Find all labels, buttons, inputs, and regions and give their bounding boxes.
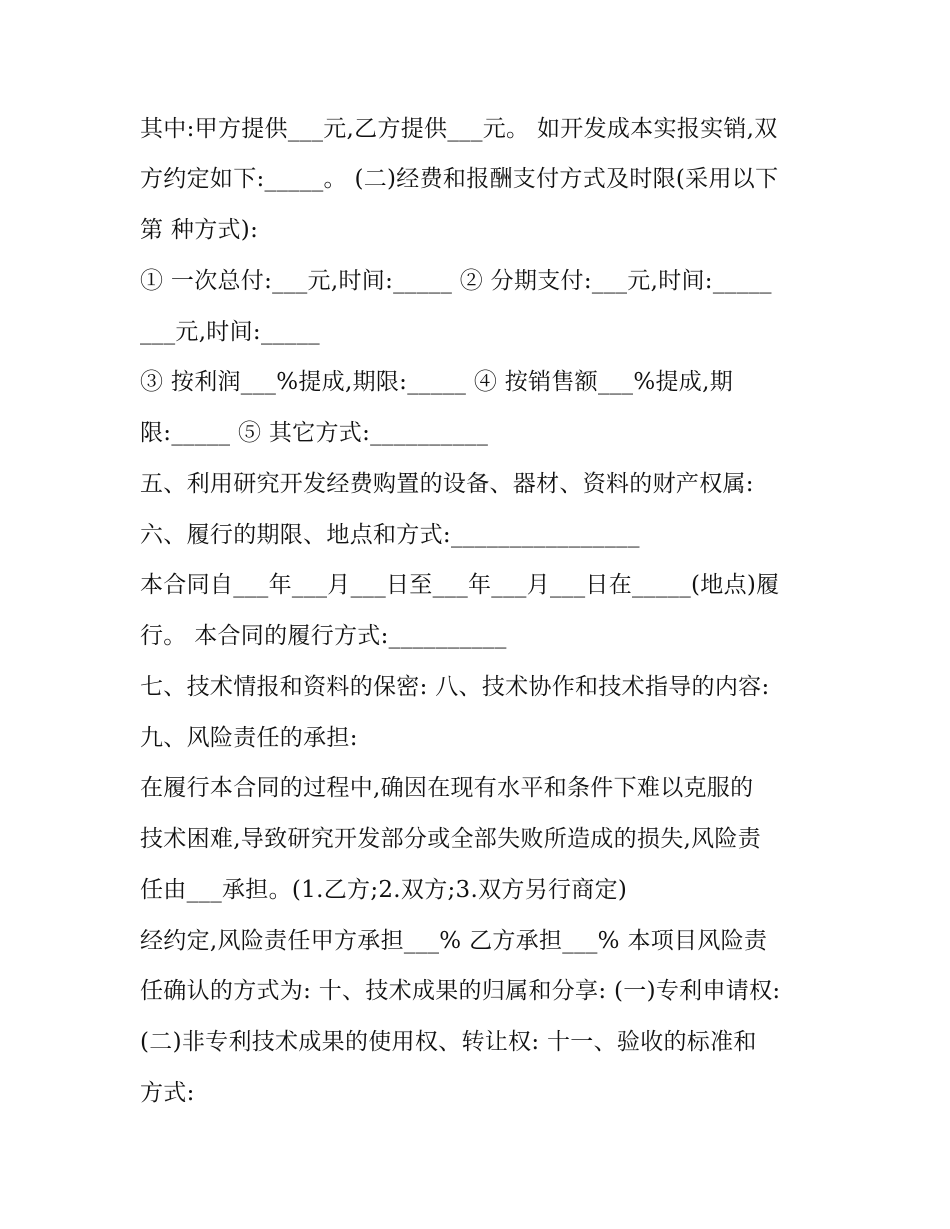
text-line-4: ① 一次总付:___元,时间:_____ ② 分期支付:___元,时间:_____ — [140, 268, 772, 294]
text-line-16: 任由___承担。(1.乙方;2.双方;3.双方另行商定) — [140, 877, 628, 903]
text-line-19: (二)非专利技术成果的使用权、转让权: 十一、验收的标准和 — [140, 1029, 757, 1055]
text-line-12: 七、技术情报和资料的保密: 八、技术协作和技术指导的内容: — [140, 674, 770, 700]
text-line-5: ___元,时间:_____ — [140, 319, 320, 345]
text-line-14: 在履行本合同的过程中,确因在现有水平和条件下难以克服的 — [140, 775, 754, 801]
text-line-18: 任确认的方式为: 十、技术成果的归属和分享: (一)专利申请权: — [140, 978, 781, 1004]
text-line-8: 五、利用研究开发经费购置的设备、器材、资料的财产权属: — [140, 471, 754, 497]
text-line-10: 本合同自___年___月___日至___年___月___日在_____(地点)履 — [140, 572, 780, 598]
text-line-3: 第 种方式): — [140, 217, 259, 243]
text-line-6: ③ 按利润___%提成,期限:_____ ④ 按销售额___%提成,期 — [140, 369, 734, 395]
text-line-2: 方约定如下:_____。 (二)经费和报酬支付方式及时限(采用以下 — [140, 166, 779, 192]
text-line-9: 六、履行的期限、地点和方式:________________ — [140, 522, 640, 548]
text-line-15: 技术困难,导致研究开发部分或全部失败所造成的损失,风险责 — [140, 826, 762, 852]
text-line-20: 方式: — [140, 1080, 195, 1106]
text-line-7: 限:_____ ⑤ 其它方式:__________ — [140, 420, 489, 446]
text-line-17: 经约定,风险责任甲方承担___% 乙方承担___% 本项目风险责 — [140, 928, 768, 954]
text-line-13: 九、风险责任的承担: — [140, 725, 358, 751]
text-line-11: 行。 本合同的履行方式:__________ — [140, 623, 507, 649]
text-line-1: 其中:甲方提供___元,乙方提供___元。 如开发成本实报实销,双 — [140, 116, 778, 142]
